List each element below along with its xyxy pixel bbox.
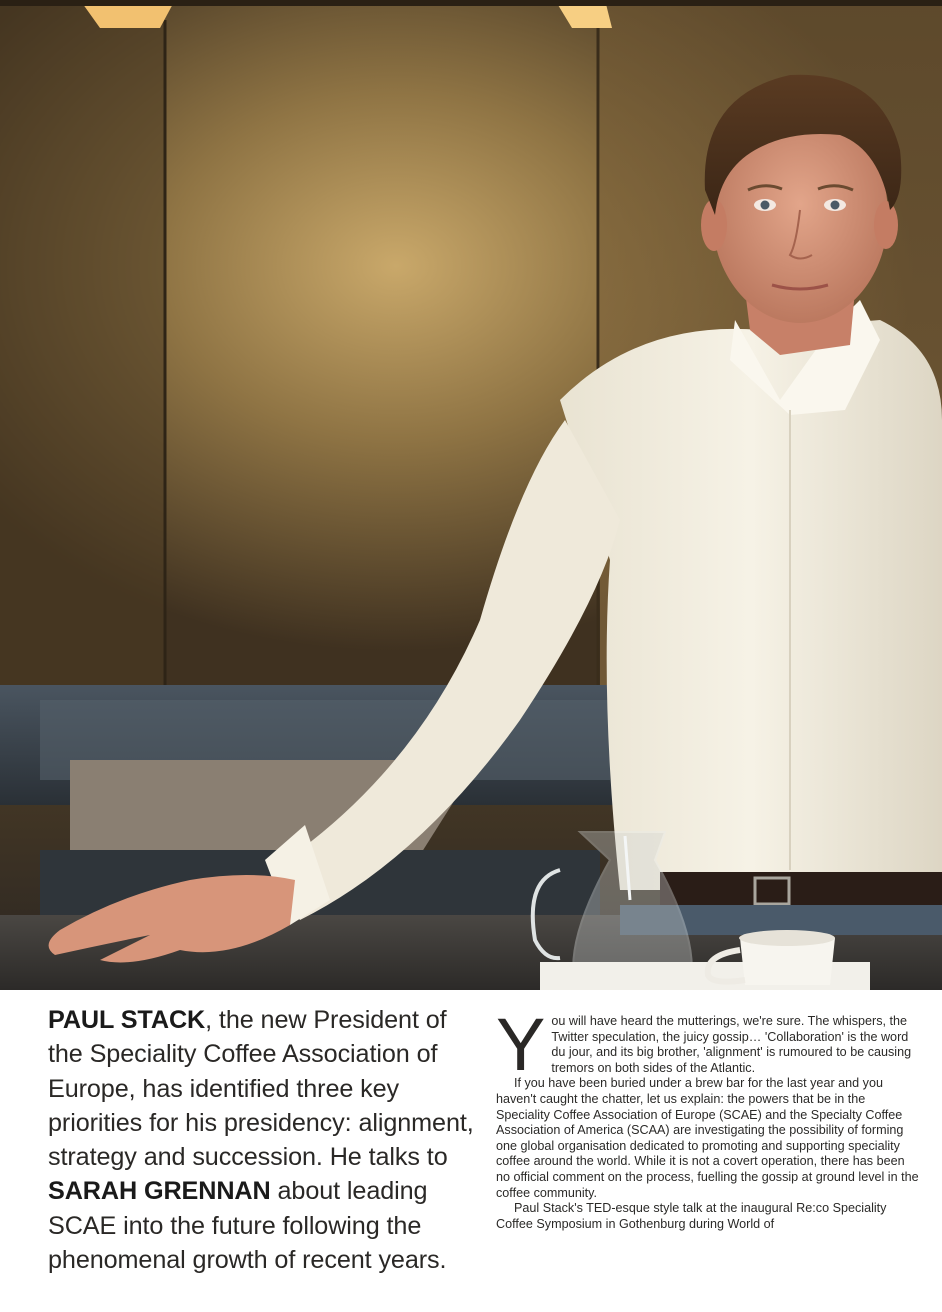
standfirst (48, 1003, 480, 1277)
paragraph-1-text: ou will have heard the mutterings, we're sure. The whispers, the Twitter speculation, the juicy gossip… 'Collaboration' is the word du jour, and its big brother, 'alignment' is rumoured to be causing tremors on both sides of the Atlantic. (551, 1014, 912, 1075)
article-paragraph-2: If you have been buried under a brew bar for the last year and you haven't caught the chatter, let us explain: the powers that be in the Speciality Coffee Association of Europe (SCAE) and the Specialty Coffee Association of America (SCAA) are investigating the possibility of forming one global organisation dedicated to promoting and supporting speciality coffee around the world. While it is not a covert operation, there has been no official comment on the process, fuelling the gossip at ground level in the coffee community. (496, 1076, 919, 1200)
subject-name: PAUL STACK (48, 1006, 206, 1034)
standfirst-text-2: about leading SCAE into the future following the phenomenal growth of recent years. (48, 1177, 447, 1275)
drop-cap: Y (496, 1003, 546, 1086)
author-name: SARAH GRENNAN (48, 1177, 271, 1206)
article-paragraph-1 (496, 1003, 921, 1086)
article-body (496, 1003, 921, 1232)
standfirst-text-1: , the new President of the Speciality Coffee Association of Europe, has identified three key priorities for his presidency: alignment, strategy and succession. He talks to (48, 1006, 474, 1172)
article-paragraph-3: Paul Stack's TED-esque style talk at the inaugural Re:co Speciality Coffee Symposium in Gothenburg during World of (496, 1201, 887, 1231)
